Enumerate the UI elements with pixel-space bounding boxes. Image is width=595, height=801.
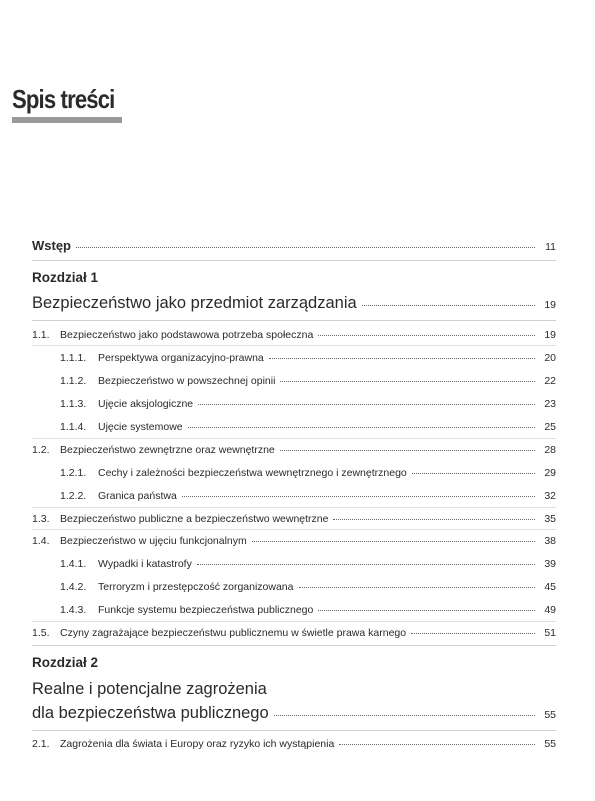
toc-entry-page: 39: [544, 558, 556, 570]
chapter-label: Rozdział 1: [32, 270, 99, 285]
leader-dots: [252, 541, 535, 542]
toc-entry-label: Wypadki i katastrofy: [98, 558, 192, 570]
toc-entry-page: 32: [544, 490, 556, 502]
toc-entry-page: 29: [544, 467, 556, 479]
chapter-label: Rozdział 2: [32, 655, 99, 670]
leader-dots: [318, 335, 535, 336]
toc-entry-number: 1.1.: [32, 329, 50, 341]
toc-entry-number: 1.4.2.: [60, 581, 87, 593]
toc-entry-number: 1.2.2.: [60, 490, 87, 502]
leader-dots: [339, 744, 535, 745]
chapter-title: Bezpieczeństwo jako przedmiot zarządzania: [32, 294, 357, 312]
toc-entry-page: 55: [544, 738, 556, 750]
leader-dots: [411, 633, 535, 634]
toc-entry-label: Wstęp: [32, 238, 71, 253]
toc-entry-number: 1.2.1.: [60, 467, 87, 479]
toc-entry-page: 23: [544, 398, 556, 410]
toc-entry-number: 1.1.4.: [60, 421, 87, 433]
toc-entry-label: Ujęcie aksjologiczne: [98, 398, 194, 410]
toc-entry-page: 38: [544, 535, 556, 547]
toc-entry-page: 49: [544, 604, 556, 616]
toc-entry-number: 1.1.2.: [60, 375, 87, 387]
toc-entry-label: Cechy i zależności bezpieczeństwa wewnętrznego i zewnętrznego: [98, 467, 407, 479]
toc-entry-page: 11: [545, 241, 556, 253]
toc-entry-label: Bezpieczeństwo w powszechnej opinii: [98, 375, 276, 387]
divider: [32, 260, 556, 261]
leader-dots: [197, 564, 535, 565]
toc-entry-label: Perspektywa organizacyjno-prawna: [98, 352, 264, 364]
toc-entry[interactable]: [60, 421, 556, 433]
toc-entry-label: Zagrożenia dla świata i Europy oraz ryzyko ich wystąpienia: [60, 738, 335, 750]
toc-entry[interactable]: [32, 329, 556, 341]
chapter-title-entry[interactable]: [32, 294, 556, 313]
leader-dots: [412, 473, 535, 474]
leader-dots: [182, 496, 535, 497]
toc-entry[interactable]: [32, 444, 556, 456]
leader-dots: [333, 519, 535, 520]
toc-entry-label: Funkcje systemu bezpieczeństwa publicznego: [98, 604, 314, 616]
toc-entry-page: 28: [544, 444, 556, 456]
toc-entry-label: Terroryzm i przestępczość zorganizowana: [98, 581, 294, 593]
toc-entry-page: 20: [544, 352, 556, 364]
toc-entry-number: 1.4.1.: [60, 558, 87, 570]
leader-dots: [188, 427, 535, 428]
toc-entry[interactable]: [60, 558, 556, 570]
toc-entry-page: 19: [544, 329, 556, 341]
toc-entry[interactable]: [60, 352, 556, 364]
chapter-title-entry[interactable]: [32, 704, 556, 723]
toc-entry-number: 1.4.: [32, 535, 50, 547]
title-underline: [12, 117, 122, 123]
divider: [32, 730, 556, 731]
toc-entry-page: 25: [544, 421, 556, 433]
leader-dots: [280, 381, 535, 382]
leader-dots: [269, 358, 535, 359]
toc-entry-page: 51: [544, 627, 556, 639]
leader-dots: [76, 247, 535, 248]
toc-entry-label: Bezpieczeństwo jako podstawowa potrzeba społeczna: [60, 329, 314, 341]
toc-entry[interactable]: [32, 627, 556, 639]
toc-entry-label: Bezpieczeństwo zewnętrzne oraz wewnętrzne: [60, 444, 275, 456]
toc-entry-number: 2.1.: [32, 738, 50, 750]
toc-entry-label: Granica państwa: [98, 490, 177, 502]
toc-entry[interactable]: [60, 467, 556, 479]
leader-dots: [198, 404, 535, 405]
toc-entry-number: 1.5.: [32, 627, 50, 639]
divider: [32, 507, 556, 508]
toc-entry[interactable]: [32, 513, 556, 525]
toc-entry[interactable]: [60, 375, 556, 387]
chapter-title-line2: dla bezpieczeństwa publicznego: [32, 704, 269, 722]
toc-entry[interactable]: [32, 535, 556, 547]
toc-entry-intro[interactable]: [32, 238, 556, 253]
toc-entry-page: 45: [544, 581, 556, 593]
divider: [32, 645, 556, 646]
leader-dots: [362, 305, 535, 306]
toc-entry-number: 1.3.: [32, 513, 50, 525]
leader-dots: [274, 715, 535, 716]
toc-entry-page: 35: [544, 513, 556, 525]
toc-entry-number: 1.1.1.: [60, 352, 87, 364]
toc-entry-label: Bezpieczeństwo w ujęciu funkcjonalnym: [60, 535, 247, 547]
leader-dots: [280, 450, 535, 451]
toc-entry-number: 1.2.: [32, 444, 50, 456]
toc-entry-page: 55: [544, 709, 556, 721]
divider: [32, 438, 556, 439]
toc-entry[interactable]: [60, 604, 556, 616]
toc-entry-label: Ujęcie systemowe: [98, 421, 183, 433]
toc-entry-label: Czyny zagrażające bezpieczeństwu publicznemu w świetle prawa karnego: [60, 627, 407, 639]
toc-entry-page: 22: [544, 375, 556, 387]
chapter-title-line1: Realne i potencjalne zagrożenia: [32, 680, 267, 698]
toc-entry[interactable]: [60, 581, 556, 593]
toc-entry-page: 19: [544, 299, 556, 311]
divider: [32, 529, 556, 530]
divider: [32, 320, 556, 321]
divider: [32, 621, 556, 622]
toc-entry[interactable]: [32, 738, 556, 750]
page-title: Spis treści: [12, 84, 115, 114]
toc-entry[interactable]: [60, 490, 556, 502]
toc-entry-number: 1.4.3.: [60, 604, 87, 616]
toc-entry-label: Bezpieczeństwo publiczne a bezpieczeństwo wewnętrzne: [60, 513, 329, 525]
toc-entry[interactable]: [60, 398, 556, 410]
divider: [32, 345, 556, 346]
leader-dots: [299, 587, 536, 588]
toc-entry-number: 1.1.3.: [60, 398, 87, 410]
leader-dots: [318, 610, 535, 611]
